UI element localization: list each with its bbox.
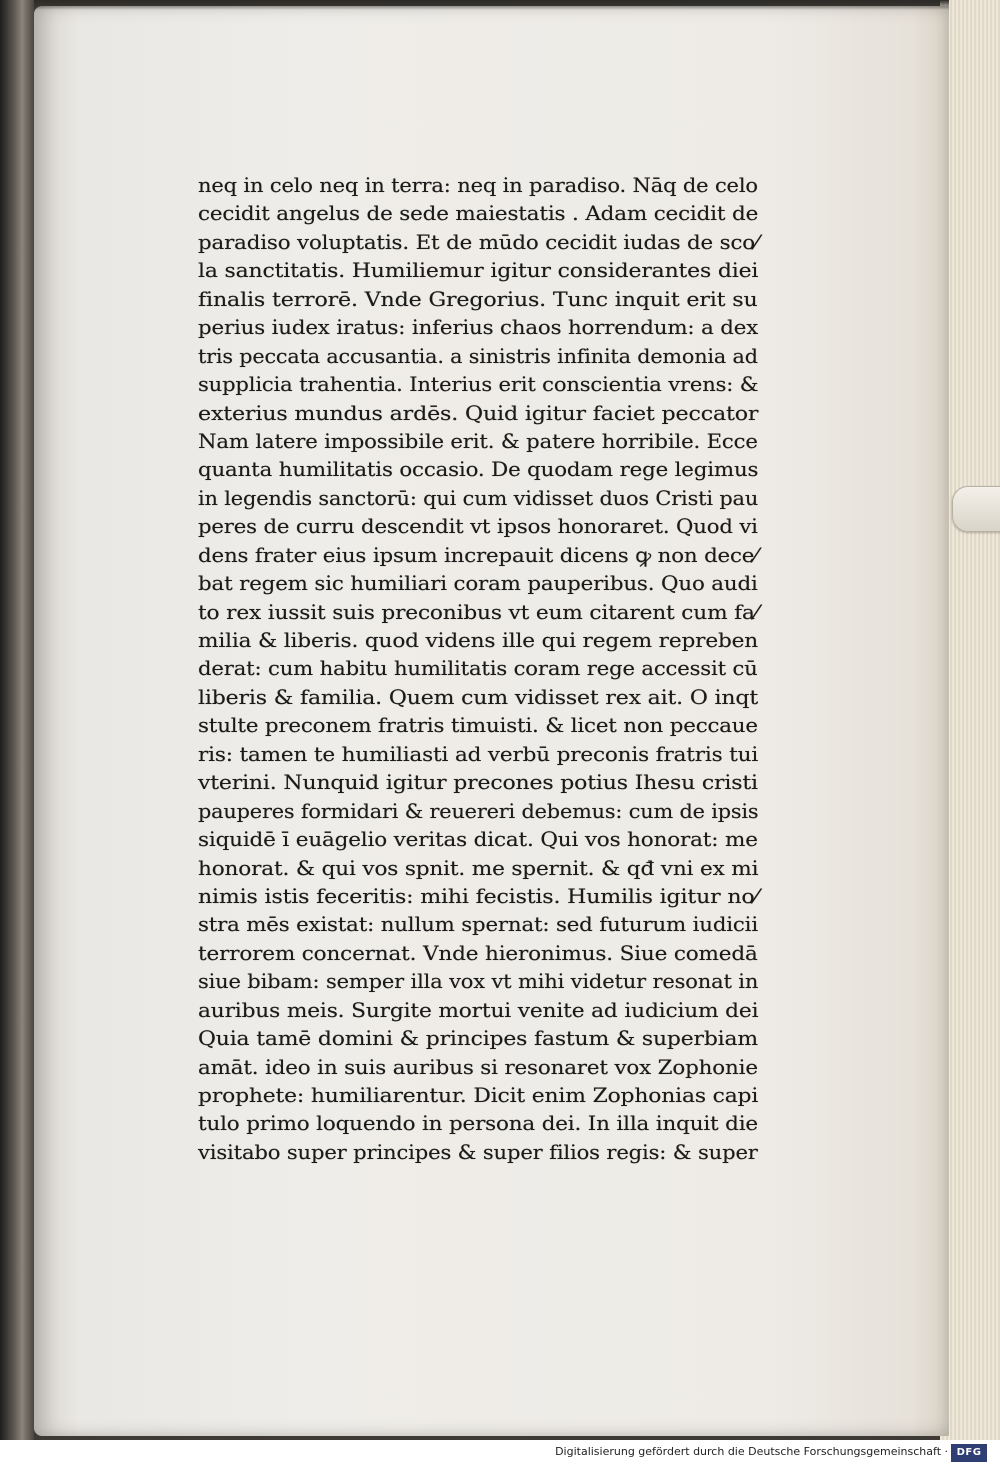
text-line: auribus meis. Surgite mortui venite ad iudicium dei bbox=[198, 998, 759, 1022]
text-line: derat: cum habitu humilitatis coram rege accessit cū bbox=[198, 657, 758, 681]
text-line: nimis istis feceritis: mihi fecistis. Humilis igitur no⁄ bbox=[198, 884, 758, 908]
text-line: siquidē ī euāgelio veritas dicat. Qui vos honorat: me bbox=[198, 828, 758, 852]
text-line: in legendis sanctorū: qui cum vidisset duos Cristi pau bbox=[198, 486, 759, 510]
page-stack-edge bbox=[940, 0, 1000, 1440]
text-line: honorat. & qui vos spnit. me spernit. & qđ vni ex mi bbox=[198, 856, 759, 880]
text-line: siue bibam: semper illa vox vt mihi videtur resonat in bbox=[198, 970, 759, 994]
text-line: supplicia trahentia. Interius erit conscientia vrens: & bbox=[198, 373, 759, 397]
funding-credit: Digitalisierung gefördert durch die Deutsche Forschungsgemeinschaft · bbox=[555, 1445, 948, 1458]
page-top-shadow bbox=[34, 0, 949, 10]
text-line: prophete: humiliarentur. Dicit enim Zophonias capi bbox=[198, 1084, 759, 1107]
text-line: bat regem sic humiliari coram pauperibus. Quo audi bbox=[198, 572, 758, 596]
text-line: dens frater eius ipsum increpauit dicens ꝙ non dece⁄ bbox=[198, 543, 758, 567]
text-line: tulo primo loquendo in persona dei. In illa inquit die bbox=[198, 1112, 758, 1136]
text-line: exterius mundus ardēs. Quid igitur faciet peccator bbox=[198, 401, 759, 425]
text-block bbox=[198, 172, 758, 1167]
text-line: peres de curru descendit vt ipsos honoraret. Quod vi bbox=[198, 515, 758, 539]
text-line: visitabo super principes & super filios regis: & super bbox=[198, 1140, 758, 1164]
book-spine-edge bbox=[0, 0, 34, 1440]
text-line: to rex iussit suis preconibus vt eum citarent cum fa⁄ bbox=[198, 600, 759, 624]
text-line: vterini. Nunquid igitur precones potius Ihesu cristi bbox=[198, 771, 758, 795]
text-line: neq in celo neq in terra: neq in paradiso. Nāq de celo bbox=[198, 174, 758, 197]
text-line: amāt. ideo in suis auribus si resonaret vox Zophonie bbox=[198, 1055, 758, 1079]
text-line: stra mēs existat: nullum spernat: sed futurum iudicii bbox=[198, 913, 758, 937]
text-line: paradiso voluptatis. Et de mūdo cecidit iudas de sco⁄ bbox=[198, 230, 759, 254]
text-line: milia & liberis. quod videns ille qui regem repreben bbox=[198, 629, 759, 652]
text-line: la sanctitatis. Humiliemur igitur considerantes diei bbox=[198, 259, 759, 283]
page-tab-marker bbox=[952, 486, 1000, 532]
text-line: pauperes formidari & reuereri debemus: cum de ipsis bbox=[198, 799, 759, 823]
text-line: liberis & familia. Quem cum vidisset rex ait. O inqt bbox=[198, 685, 759, 709]
text-line: ris: tamen te humiliasti ad verbū preconis fratris tui bbox=[198, 742, 759, 766]
dfg-logo[interactable]: DFG bbox=[951, 1444, 987, 1462]
text-line: quanta humilitatis occasio. De quodam rege legimus bbox=[198, 458, 759, 482]
text-line: tris peccata accusantia. a sinistris infinita demonia ad bbox=[198, 344, 758, 368]
text-line: finalis terrorē. Vnde Gregorius. Tunc inquit erit su bbox=[198, 287, 758, 311]
text-line: Quia tamē domini & principes fastum & superbiam bbox=[198, 1027, 758, 1051]
text-line: perius iudex iratus: inferius chaos horrendum: a dex bbox=[198, 316, 759, 340]
text-line: Nam latere impossibile erit. & patere horribile. Ecce bbox=[198, 429, 758, 453]
text-line: stulte preconem fratris timuisti. & licet non peccaue bbox=[198, 714, 758, 738]
text-line: cecidit angelus de sede maiestatis . Adam cecidit de bbox=[198, 202, 759, 226]
text-line: terrorem concernat. Vnde hieronimus. Siue comedā bbox=[198, 941, 758, 965]
